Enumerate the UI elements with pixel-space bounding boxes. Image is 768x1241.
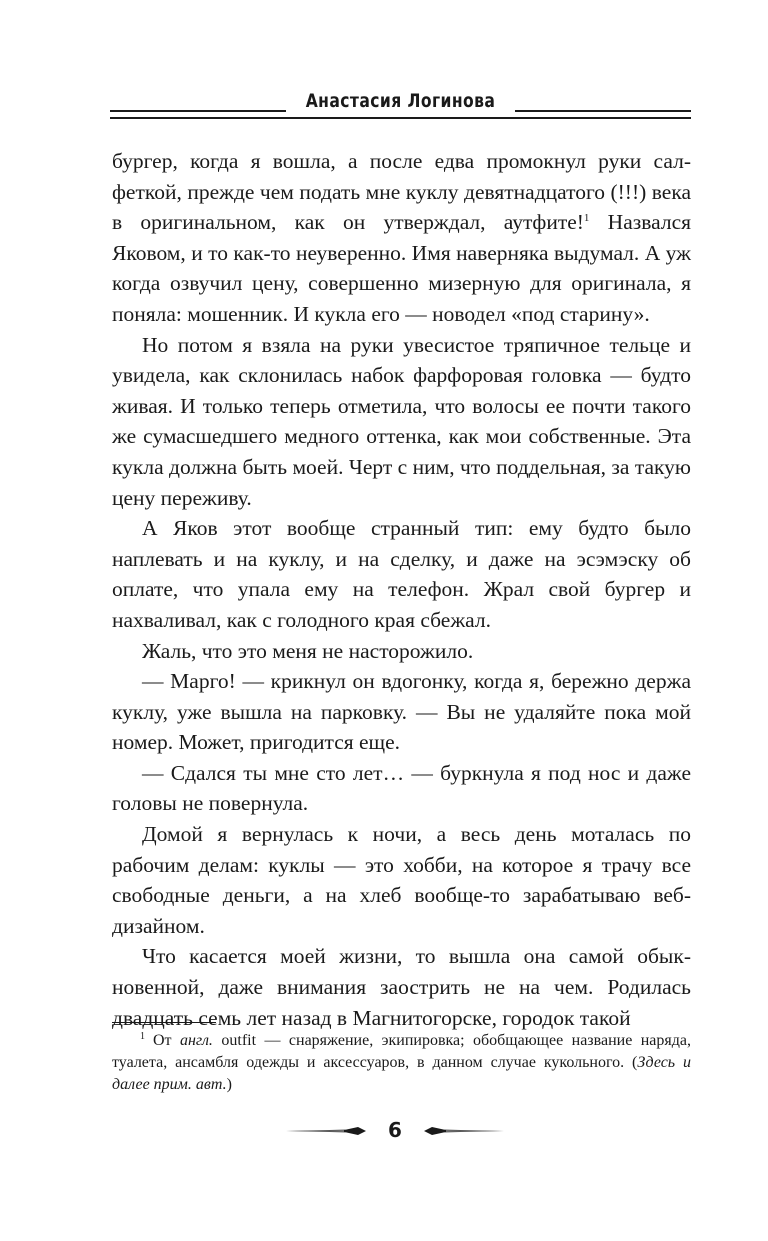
header-rule-right: [515, 110, 691, 112]
footnote-reference: 1: [583, 212, 590, 225]
author-name: Анастасия Логинова: [305, 90, 496, 112]
paragraph: Что касается моей жизни, то вышла она самой обыкновенной, даже внимания заострить не на чем. Родилась двадцать семь лет назад в Магнитогорске, городок такой: [112, 944, 691, 1030]
page-number: 6: [388, 1118, 402, 1142]
running-header: [110, 86, 691, 122]
paragraph: А Яков этот вообще странный тип: ему будто было наплевать и на куклу, и на сделку, и даже на эсэмэску об оплате, что упала ему на телефон. Жрал свой бургер и нахваливал, как с голодного края сбежал.: [112, 516, 691, 632]
footnote-abbr: англ.: [179, 1032, 213, 1049]
paragraph: Жаль, что это меня не насторожило.: [142, 638, 474, 663]
paragraph: Но потом я взяла на руки увесистое тряпичное тельце и увидела, как склонилась набок фарфоровая головка — будто живая. И только теперь отметила, что волосы ее почти такого же сумасшедшего медного оттенка, как мои собственные. Эта кукла должна быть моей. Черт с ним, что поддельная, за такую цену переживу.: [112, 332, 691, 510]
paragraph: — Марго! — крикнул он вдогонку, когда я, бережно держа куклу, уже вышла на парковку. — Вы не удаляйте пока мой номер. Может, пригодится еще.: [112, 669, 691, 755]
header-underline: [110, 117, 691, 119]
body-text: [112, 146, 691, 1033]
paragraph: — Сдался ты мне сто лет… — буркнула я под нос и даже головы не повернула.: [112, 760, 691, 816]
footnote-note: Здесь и далее прим. авт.: [112, 1054, 691, 1093]
paragraph: Домой я вернулась к ночи, а весь день моталась по рабочим делам: куклы — это хобби, на которое я трачу все свободные деньги, а на хлеб вообще-то зарабатываю веб-дизайном.: [112, 822, 691, 938]
footnote: $^1$ От англ. outfit — снаряжение, экипировка; обобщающее название наряда, туалета, ансамбля одежды и аксессуаров, в данном случае кукольного. (Здесь и далее прим. авт.): [112, 1030, 691, 1093]
folio: [280, 1118, 510, 1144]
ornament-right-icon: [424, 1126, 504, 1136]
footnote-number: 1: [140, 1030, 145, 1042]
footnote-separator: [112, 1022, 216, 1023]
paragraph: бургер, когда я вошла, а после едва промокнул руки салфеткой, прежде чем подать мне куклу девятнадцатого (!!!) века в оригинальном, как он утверждал, аутфите!$^1$ Назвался Яковом, и то как-то неуверенно. Имя наверняка выдумал. А уж когда озвучил цену, совершенно мизерную для оригинала, я поняла: мошенник. И кукла его — новодел «под старину».: [112, 149, 691, 326]
